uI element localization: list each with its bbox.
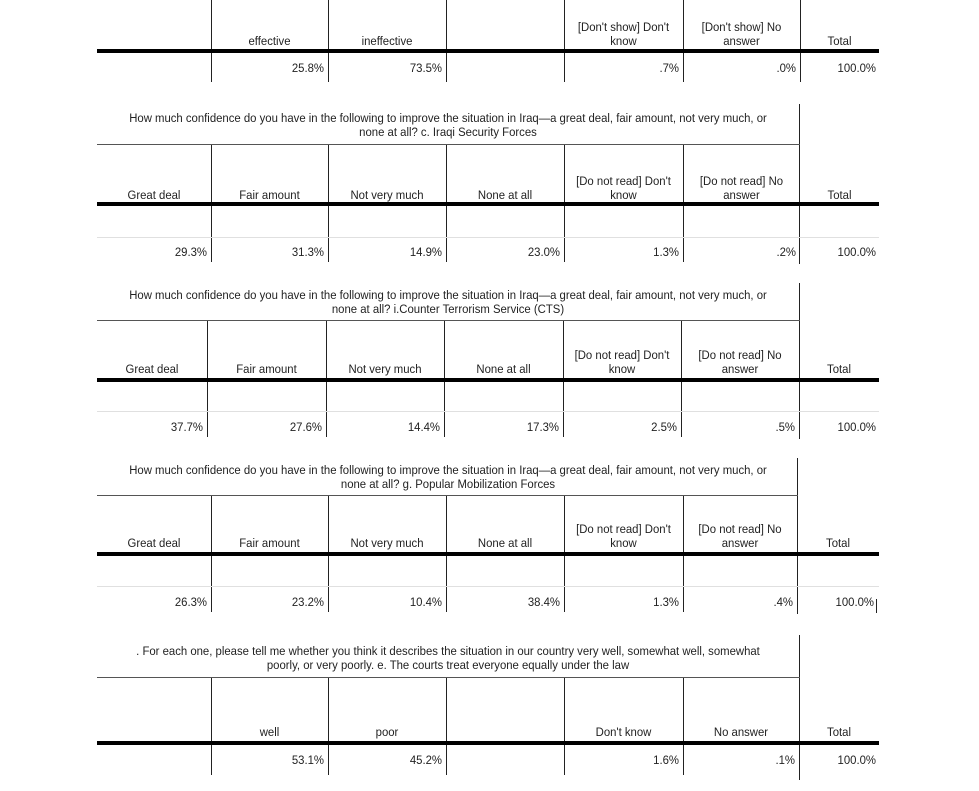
header-cell: [Do not read] No answer <box>698 522 782 550</box>
header-cell: [Do not read] Don't know <box>576 522 671 550</box>
header-cell: Great deal <box>127 188 181 202</box>
value-cell: 45.2% <box>409 753 442 767</box>
value-cell: 23.0% <box>527 245 560 259</box>
question-text: How much confidence do you have in the following to improve the situation in Iraq—a great deal, fair amount, not very much, or none at all? i.Counter Terrorism Service (CTS) <box>129 288 767 316</box>
value-cell: .5% <box>775 420 795 434</box>
value-cell: .0% <box>776 61 796 75</box>
header-cell: Total <box>826 536 850 550</box>
question-text: How much confidence do you have in the following to improve the situation in Iraq—a great deal, fair amount, not very much, or none at all? c. Iraqi Security Forces <box>129 111 767 139</box>
value-cell: 37.7% <box>170 420 203 434</box>
header-cell: No answer <box>713 725 769 739</box>
header-cell: None at all <box>477 536 533 550</box>
crosstab-table-1 <box>97 104 879 264</box>
header-cell: [Do not read] Don't know <box>574 348 670 376</box>
crosstab-table-2 <box>97 283 879 439</box>
value-cell: 1.3% <box>653 595 679 609</box>
value-cell: 100.0% <box>835 595 874 609</box>
value-cell: 10.4% <box>409 595 442 609</box>
header-cell: Fair amount <box>236 362 297 376</box>
header-cell: Total <box>827 362 851 376</box>
header-cell: poor <box>375 725 399 739</box>
value-cell: 53.1% <box>291 753 324 767</box>
header-cell: ineffective <box>361 34 413 48</box>
header-cell: Not very much <box>348 362 422 376</box>
value-cell: 29.3% <box>174 245 207 259</box>
value-cell: 17.3% <box>526 420 559 434</box>
value-cell: 100.0% <box>837 420 876 434</box>
header-cell: Great deal <box>127 536 181 550</box>
header-cell: Total <box>827 188 852 202</box>
header-cell: Not very much <box>350 536 424 550</box>
value-cell: 26.3% <box>174 595 207 609</box>
question-text: . For each one, please tell me whether you think it describes the situation in our country very well, somewhat well, somewhat poorly, or very poorly. e. The courts treat everyone equally under the law <box>136 644 760 672</box>
value-cell: 31.3% <box>291 245 324 259</box>
crosstab-table-3 <box>97 458 879 614</box>
header-cell: [Don't show] Don't know <box>577 20 670 48</box>
header-cell: Fair amount <box>239 188 300 202</box>
question-text: How much confidence do you have in the following to improve the situation in Iraq—a great deal, fair amount, not very much, or none at all? g. Popular Mobilization Forces <box>129 463 767 491</box>
header-cell: effective <box>248 34 291 48</box>
value-cell: 25.8% <box>291 61 324 75</box>
value-cell: 14.4% <box>407 420 440 434</box>
value-cell: .7% <box>659 61 679 75</box>
value-cell: 73.5% <box>409 61 442 75</box>
header-cell: [Don't show] No answer <box>701 20 782 48</box>
header-cell: [Do not read] No answer <box>698 348 782 376</box>
header-cell: Not very much <box>350 188 424 202</box>
header-cell: Great deal <box>125 362 179 376</box>
header-cell: Total <box>827 34 852 48</box>
value-cell: 2.5% <box>651 420 677 434</box>
value-cell: 27.6% <box>289 420 322 434</box>
value-cell: .2% <box>776 245 796 259</box>
header-cell: well <box>259 725 280 739</box>
value-cell: .1% <box>775 753 795 767</box>
value-cell: 38.4% <box>527 595 560 609</box>
value-cell: 1.6% <box>653 753 679 767</box>
header-cell: None at all <box>477 188 533 202</box>
value-cell: 14.9% <box>409 245 442 259</box>
header-cell: None at all <box>476 362 531 376</box>
crosstab-table-0 <box>97 0 879 84</box>
header-cell: Don't know <box>595 725 652 739</box>
header-cell: Fair amount <box>239 536 300 550</box>
value-cell: 100.0% <box>837 245 876 259</box>
value-cell: .4% <box>773 595 793 609</box>
value-cell: 100.0% <box>837 753 876 767</box>
header-cell: [Do not read] No answer <box>699 174 784 202</box>
crosstab-table-4 <box>97 635 879 780</box>
header-cell: [Do not read] Don't know <box>576 174 671 202</box>
value-cell: 23.2% <box>291 595 324 609</box>
header-cell: Total <box>827 725 851 739</box>
value-cell: 100.0% <box>837 61 876 75</box>
value-cell: 1.3% <box>653 245 679 259</box>
